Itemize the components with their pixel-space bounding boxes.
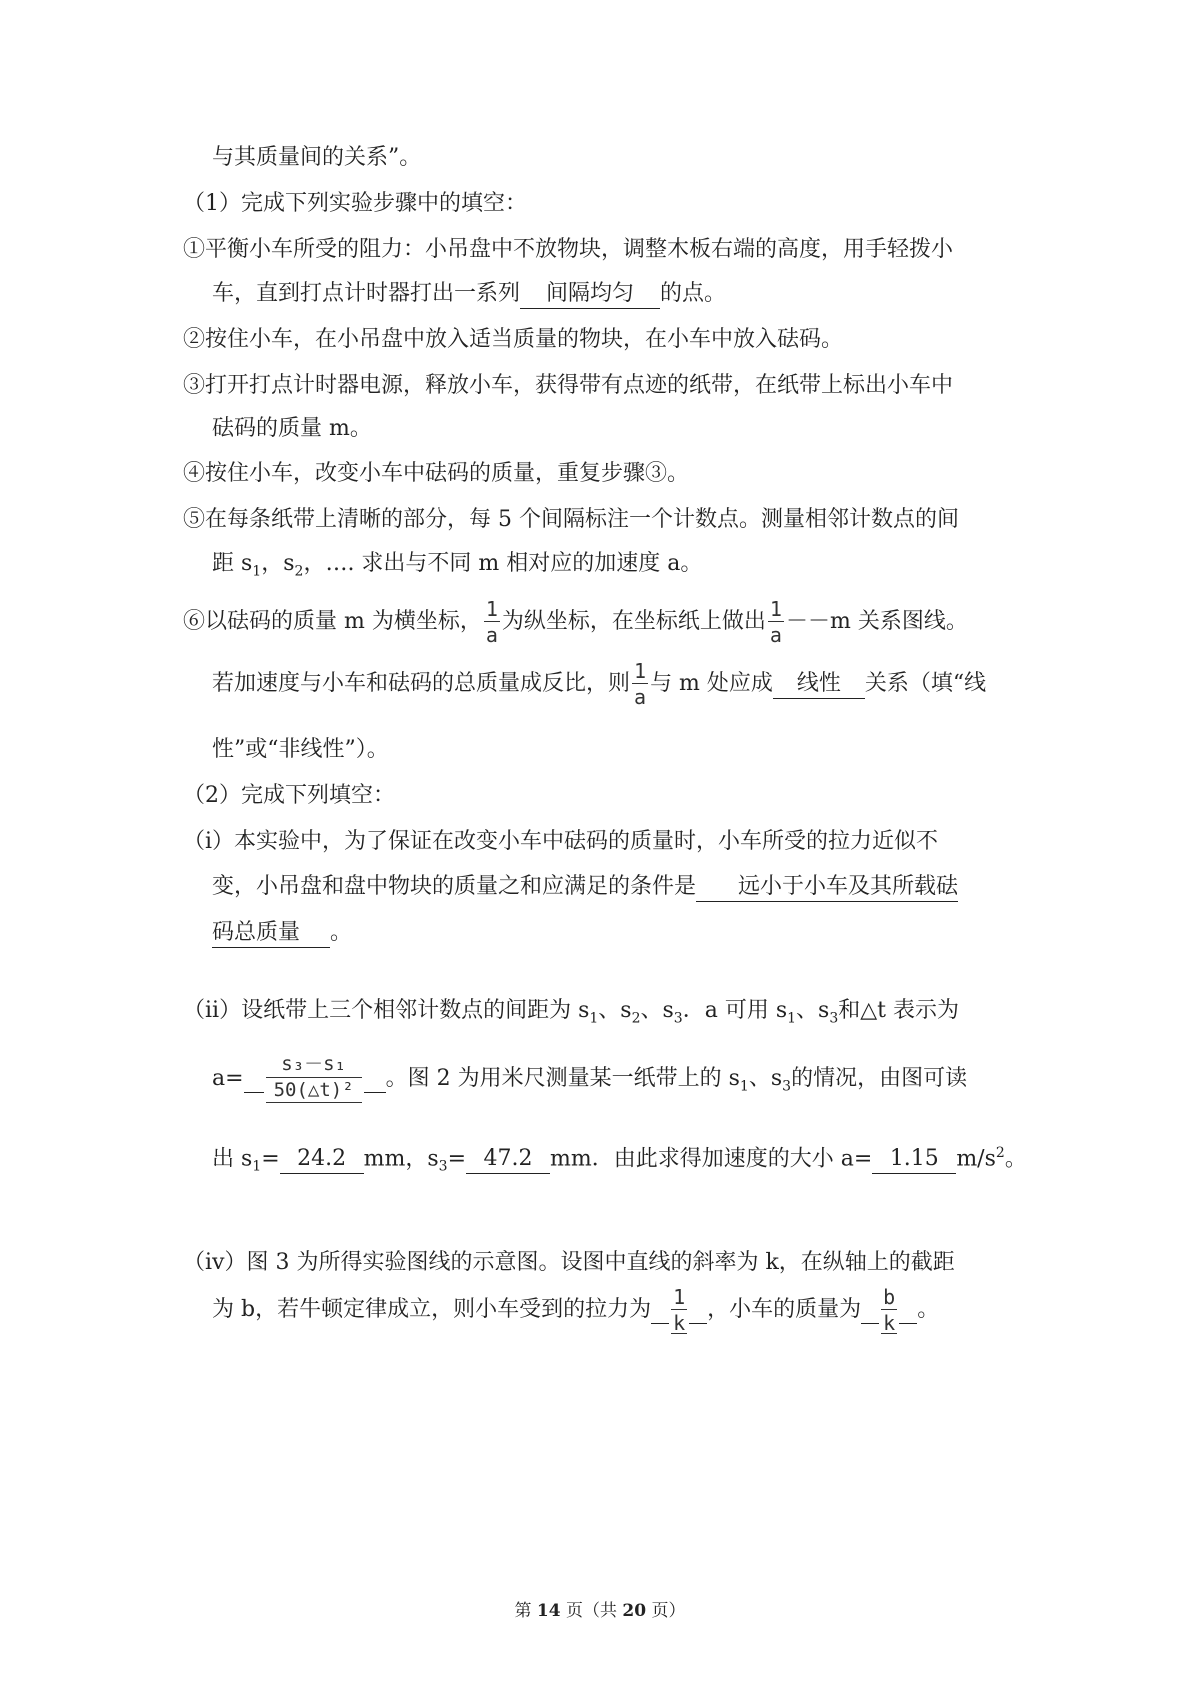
question-iv	[183, 1248, 1200, 1278]
text: 与其质量间的关系”。	[212, 145, 422, 170]
blank-line	[244, 1066, 264, 1093]
step-1-continued	[212, 279, 1200, 309]
text: =	[447, 1146, 467, 1172]
subscript: 3	[782, 1078, 792, 1095]
text: 出 s	[212, 1146, 253, 1172]
step-3-continued	[212, 414, 1200, 444]
subscript: 3	[829, 1010, 839, 1027]
blank-line	[899, 1297, 917, 1324]
text: 、s	[598, 998, 632, 1023]
answer-blank: 远小于小车及其所载砝	[696, 873, 958, 902]
text: 若加速度与小车和砝码的总质量成反比，则	[212, 671, 631, 696]
blank-line	[689, 1297, 707, 1324]
fraction-denominator: k	[883, 1310, 896, 1335]
subscript: 1	[739, 1078, 749, 1095]
question-iv-continued	[212, 1280, 1200, 1340]
text: ⑥以砝码的质量 m 为横坐标，	[183, 609, 482, 634]
text: 与 m 处应成	[650, 671, 773, 696]
fraction-numerator: b	[883, 1284, 896, 1309]
text: 、s	[748, 1066, 783, 1091]
fraction-numerator: 1	[634, 659, 647, 683]
text: （1）完成下列实验步骤中的填空：	[183, 191, 527, 216]
blank-line	[651, 1297, 669, 1324]
text-line	[212, 143, 1200, 173]
text: 。	[1004, 1146, 1027, 1172]
fraction-mass-answer	[881, 1284, 897, 1335]
subscript: 1	[252, 563, 262, 580]
fraction-one-over-a	[484, 599, 500, 645]
fraction-force-answer	[671, 1284, 687, 1335]
text: （ⅳ）图 3 为所得实验图线的示意图。设图中直线的斜率为 k，在纵轴上的截距	[183, 1250, 955, 1275]
superscript: 2	[995, 1145, 1005, 1161]
step-3	[183, 371, 1200, 401]
text: 距 s	[212, 551, 253, 576]
step-5	[183, 505, 1200, 535]
total-pages: 20	[622, 1601, 647, 1621]
step-6	[183, 592, 1200, 652]
question-i	[183, 827, 1200, 857]
step-4	[183, 459, 1200, 489]
step-1	[183, 235, 1200, 265]
text: －－m 关系图线。	[785, 609, 968, 634]
fraction-denominator: a	[485, 623, 498, 647]
fraction-one-over-a	[632, 661, 648, 707]
footer-text: 第	[514, 1601, 537, 1621]
question-i-continued-2	[212, 918, 1200, 948]
step-2	[183, 325, 1200, 355]
text: 砝码的质量 m。	[212, 416, 372, 441]
text: mm．由此求得加速度的大小 a=	[550, 1146, 873, 1172]
question-ii-continued	[212, 1044, 1200, 1121]
text: ，s	[261, 551, 295, 576]
text: （ⅰ）本实验中，为了保证在改变小车中砝码的质量时，小车所受的拉力近似不	[183, 829, 939, 854]
fraction-numerator: s₃－s₁	[266, 1055, 362, 1078]
text: 性”或“非线性”）。	[212, 737, 389, 762]
text: ．a 可用 s	[682, 998, 788, 1023]
text: ①平衡小车所受的阻力：小吊盘中不放物块，调整木板右端的高度，用手轻拨小	[183, 237, 954, 262]
text: 车，直到打点计时器打出一系列	[212, 281, 521, 306]
text: a=	[212, 1066, 244, 1091]
answer-blank: 24.2	[280, 1145, 364, 1174]
text: ②按住小车，在小吊盘中放入适当质量的物块，在小车中放入砝码。	[183, 327, 844, 352]
blank-line	[861, 1297, 879, 1324]
footer-text: 页）	[646, 1601, 686, 1621]
subscript: 1	[589, 1010, 599, 1027]
text: 和△t 表示为	[838, 998, 960, 1023]
section-heading-2	[183, 781, 1200, 811]
fraction-denominator: a	[769, 623, 782, 647]
fraction-denominator: a	[634, 685, 647, 709]
text: 。图 2 为用米尺测量某一纸带上的 s	[385, 1066, 740, 1091]
text: mm，s	[363, 1146, 439, 1172]
subscript: 3	[673, 1010, 683, 1027]
text: 、s	[640, 998, 674, 1023]
step-5-continued	[212, 549, 1200, 586]
fraction-numerator: 1	[673, 1284, 686, 1309]
text: （2）完成下列填空：	[183, 783, 395, 808]
fraction-numerator: 1	[485, 597, 498, 621]
question-i-continued	[212, 872, 1200, 902]
subscript: 2	[294, 563, 304, 580]
text: 的点。	[660, 281, 727, 306]
text: ，小车的质量为	[707, 1297, 862, 1322]
subscript: 1	[252, 1158, 262, 1175]
text: ④按住小车，改变小车中砝码的质量，重复步骤③。	[183, 461, 690, 486]
text: 变，小吊盘和盘中物块的质量之和应满足的条件是	[212, 874, 697, 899]
subscript: 2	[631, 1010, 641, 1027]
text: ③打开打点计时器电源，释放小车，获得带有点迹的纸带，在纸带上标出小车中	[183, 373, 954, 398]
fraction-numerator: 1	[769, 597, 782, 621]
text: =	[261, 1146, 280, 1172]
text: 为 b，若牛顿定律成立，则小车受到的拉力为	[212, 1297, 652, 1322]
answer-blank: 1.15	[872, 1145, 956, 1174]
text: 。	[330, 920, 353, 945]
text: ，…. 求出与不同 m 相对应的加速度 a。	[303, 551, 703, 576]
page-number: 14	[536, 1601, 561, 1621]
answer-blank: 码总质量	[212, 919, 330, 948]
page-footer	[0, 1596, 1200, 1621]
blank-line	[364, 1066, 386, 1093]
fraction-denominator: 50(△t)²	[266, 1078, 362, 1103]
text: 、s	[796, 998, 830, 1023]
step-6-continued-2	[212, 735, 1200, 765]
fraction-acceleration-formula	[266, 1055, 362, 1103]
question-ii	[183, 996, 1200, 1033]
text: （ⅱ）设纸带上三个相邻计数点的间距为 s	[183, 998, 590, 1023]
text: 的情况，由图可读	[791, 1066, 968, 1091]
text: ⑤在每条纸带上清晰的部分，每 5 个间隔标注一个计数点。测量相邻计数点的间	[183, 507, 959, 532]
section-heading-1	[183, 189, 1200, 219]
answer-blank: 线性	[773, 670, 865, 699]
answer-blank: 间隔均匀	[520, 280, 660, 309]
question-ii-continued-2	[212, 1138, 1200, 1182]
subscript: 1	[787, 1010, 797, 1027]
text: 为纵坐标，在坐标纸上做出	[501, 609, 766, 634]
text: m/s	[956, 1146, 996, 1172]
fraction-denominator: k	[673, 1310, 686, 1335]
footer-text: 页（共	[560, 1601, 623, 1621]
text: 。	[917, 1297, 940, 1322]
fraction-one-over-a	[768, 599, 784, 645]
answer-blank: 47.2	[466, 1145, 550, 1174]
step-6-continued	[212, 654, 1200, 714]
subscript: 3	[438, 1158, 448, 1175]
text: 关系（填“线	[864, 671, 987, 696]
